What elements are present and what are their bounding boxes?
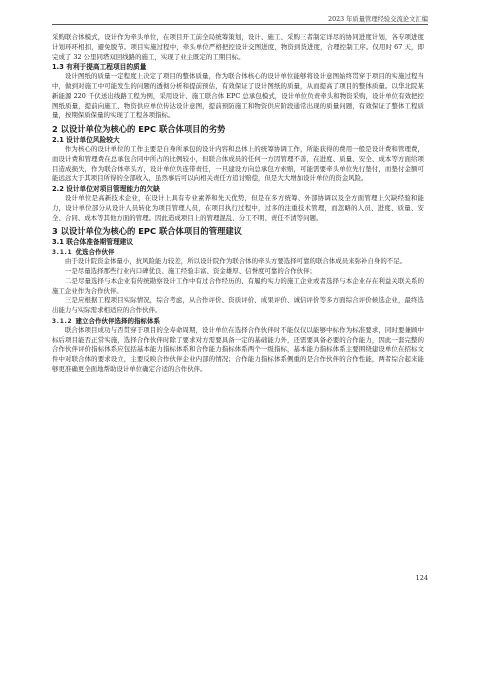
paragraph: 设计单位是高新技术企业，在设计上具有专业素养和先天优势，但是在多方统筹、外部协调以及全方面管理上欠缺经验和能力，设计单位部分从设计人员转化为项目管理人员，在项目执行过程中，过多的注重技术管理，而忽略的人员、进度、质量、安全、合同、成本等其他方面的管理。因此造成项目上的管理混乱、分工不明、责任不清等问题。 <box>52 194 424 222</box>
paragraph: 采购联合体模式，设计作为牵头单位，在项目开工前全局统筹策划，设计、施工、采购三者制定详尽的协同进度计划，各专项进度计划环环相扣，避免脱节。项目实施过程中，牵头单位严格把控设计交图进度，物资到货进度，合理控制工序。仅用时 67 天，即完成了 32 公里同塔双回线路的施工，实现了业主既定的工期目标。 <box>52 33 424 61</box>
paragraph: 三是应根据工程项目实际情况，综合考虑，从合作评价、资质评价、成果评价、诚信评价等多方面综合评价候选企业，最终选出能力与实际需求相适应的合作伙伴。 <box>52 296 424 314</box>
section-heading: 3 以设计单位为核心的 EPC 联合体项目的管理建议 <box>52 226 242 237</box>
paragraph: 一是尽量选择那些行业内口碑优良、施工经验丰富、资金雄厚、信誉度可靠的合作伙伴； <box>64 267 316 275</box>
body-text <box>52 33 424 375</box>
subsection-heading: 2.1 设计单位风险较大 <box>52 136 120 144</box>
header-rule <box>52 24 428 25</box>
subsection-heading: 1.3 有利于提高工程项目的质量 <box>52 63 147 72</box>
paragraph: 作为核心的设计单位的工作主要是自身所承包的设计内容和总体上的统筹协调工作，所能获得的费用一般是设计费和管理费，而设计费和管理费在总承包合同中所占的比例较小，但联合体成员的任何一方因管理不善，在进度、质量、安全、成本等方面给项目造成损失，作为联合体牵头方，设计单位负连带责任，一旦建设方向总承包方索赔，可能需要牵头单位先行垫付，而垫付金额可能远远大于其项目所得的全部收入，虽然事后可以向相关责任方追讨赔偿，但是大大增加设计单位的资金风险。 <box>52 145 424 183</box>
subsection-heading: 3.1 联合体准备期管理建议 <box>52 238 134 247</box>
subsubsection-heading: 3.1.2 建立合作伙伴选择的指标体系 <box>52 316 160 325</box>
section-heading: 2 以设计单位为核心的 EPC 联合体项目的劣势 <box>52 124 226 134</box>
paragraph: 设计图纸的质量一定程度上决定了项目的整体质量，作为联合体核心的设计单位能够将设计意图始终贯穿于项目的实施过程当中，做到对施工中可能发生的问题的透彻分析和提前预估，有效保证了设计图纸的质量，从而提高了项目的整体质量。以华北院某新能源 220 千伏送出线路工程为例，采用设计、施工联合体 EPC 总承包模式，设计单位负责牵头和物资采购，设计单位有效把控图纸质量，提前向施工、物资供应单位传达设计意图，提前预防施工和物资供应阶段通常出现的质量问题，有效保证了整体工程质量，按期保质保量的实现了工程各项指标。 <box>52 72 424 120</box>
paragraph: 由于设计院资金体量小，抗风险能力较差，所以设计院作为联合体的牵头方要选择可靠的联合体成员来弥补自身的不足。 <box>64 257 407 266</box>
page-number: 124 <box>415 574 428 582</box>
paragraph: 二是尽量选择与本企业有传统勘察设计工作中有过合作经历的、有履约实力的施工企业或者选择与本企业存在利益关联关系的施工企业作为合作伙伴。 <box>52 276 424 295</box>
subsection-heading: 2.2 设计单位对项目管理能力的欠缺 <box>52 185 160 193</box>
subsubsection-heading: 3.1.1 优选合作伙伴 <box>52 248 115 257</box>
running-header: 2023 年质量管理经验交流论文汇编 <box>328 16 428 23</box>
paragraph: 联合体项目成功与否贯穿于项目的全寿命周期，设计单位在选择合作伙伴时不能仅仅以能够中标作为标准要求，同时要兼顾中标后项目能否正常实施，选择合作伙伴时除了要求对方需要具备一定的基础能力外，还需要具备必要的合作能力，因此一套完整的合作伙伴评价指标体系应包括基本能力指标体系和合作能力指标体系两个一级指标，基本能力指标体系主要围绕建设单位在招标文件中对联合体的要求设立，主要反映合作伙伴企业内部的情况；合作能力指标体系侧重的是合作伙伴的合作性能，两者综合起来能够更准确更全面地帮助设计单位确定合适的合作伙伴。 <box>52 325 424 373</box>
